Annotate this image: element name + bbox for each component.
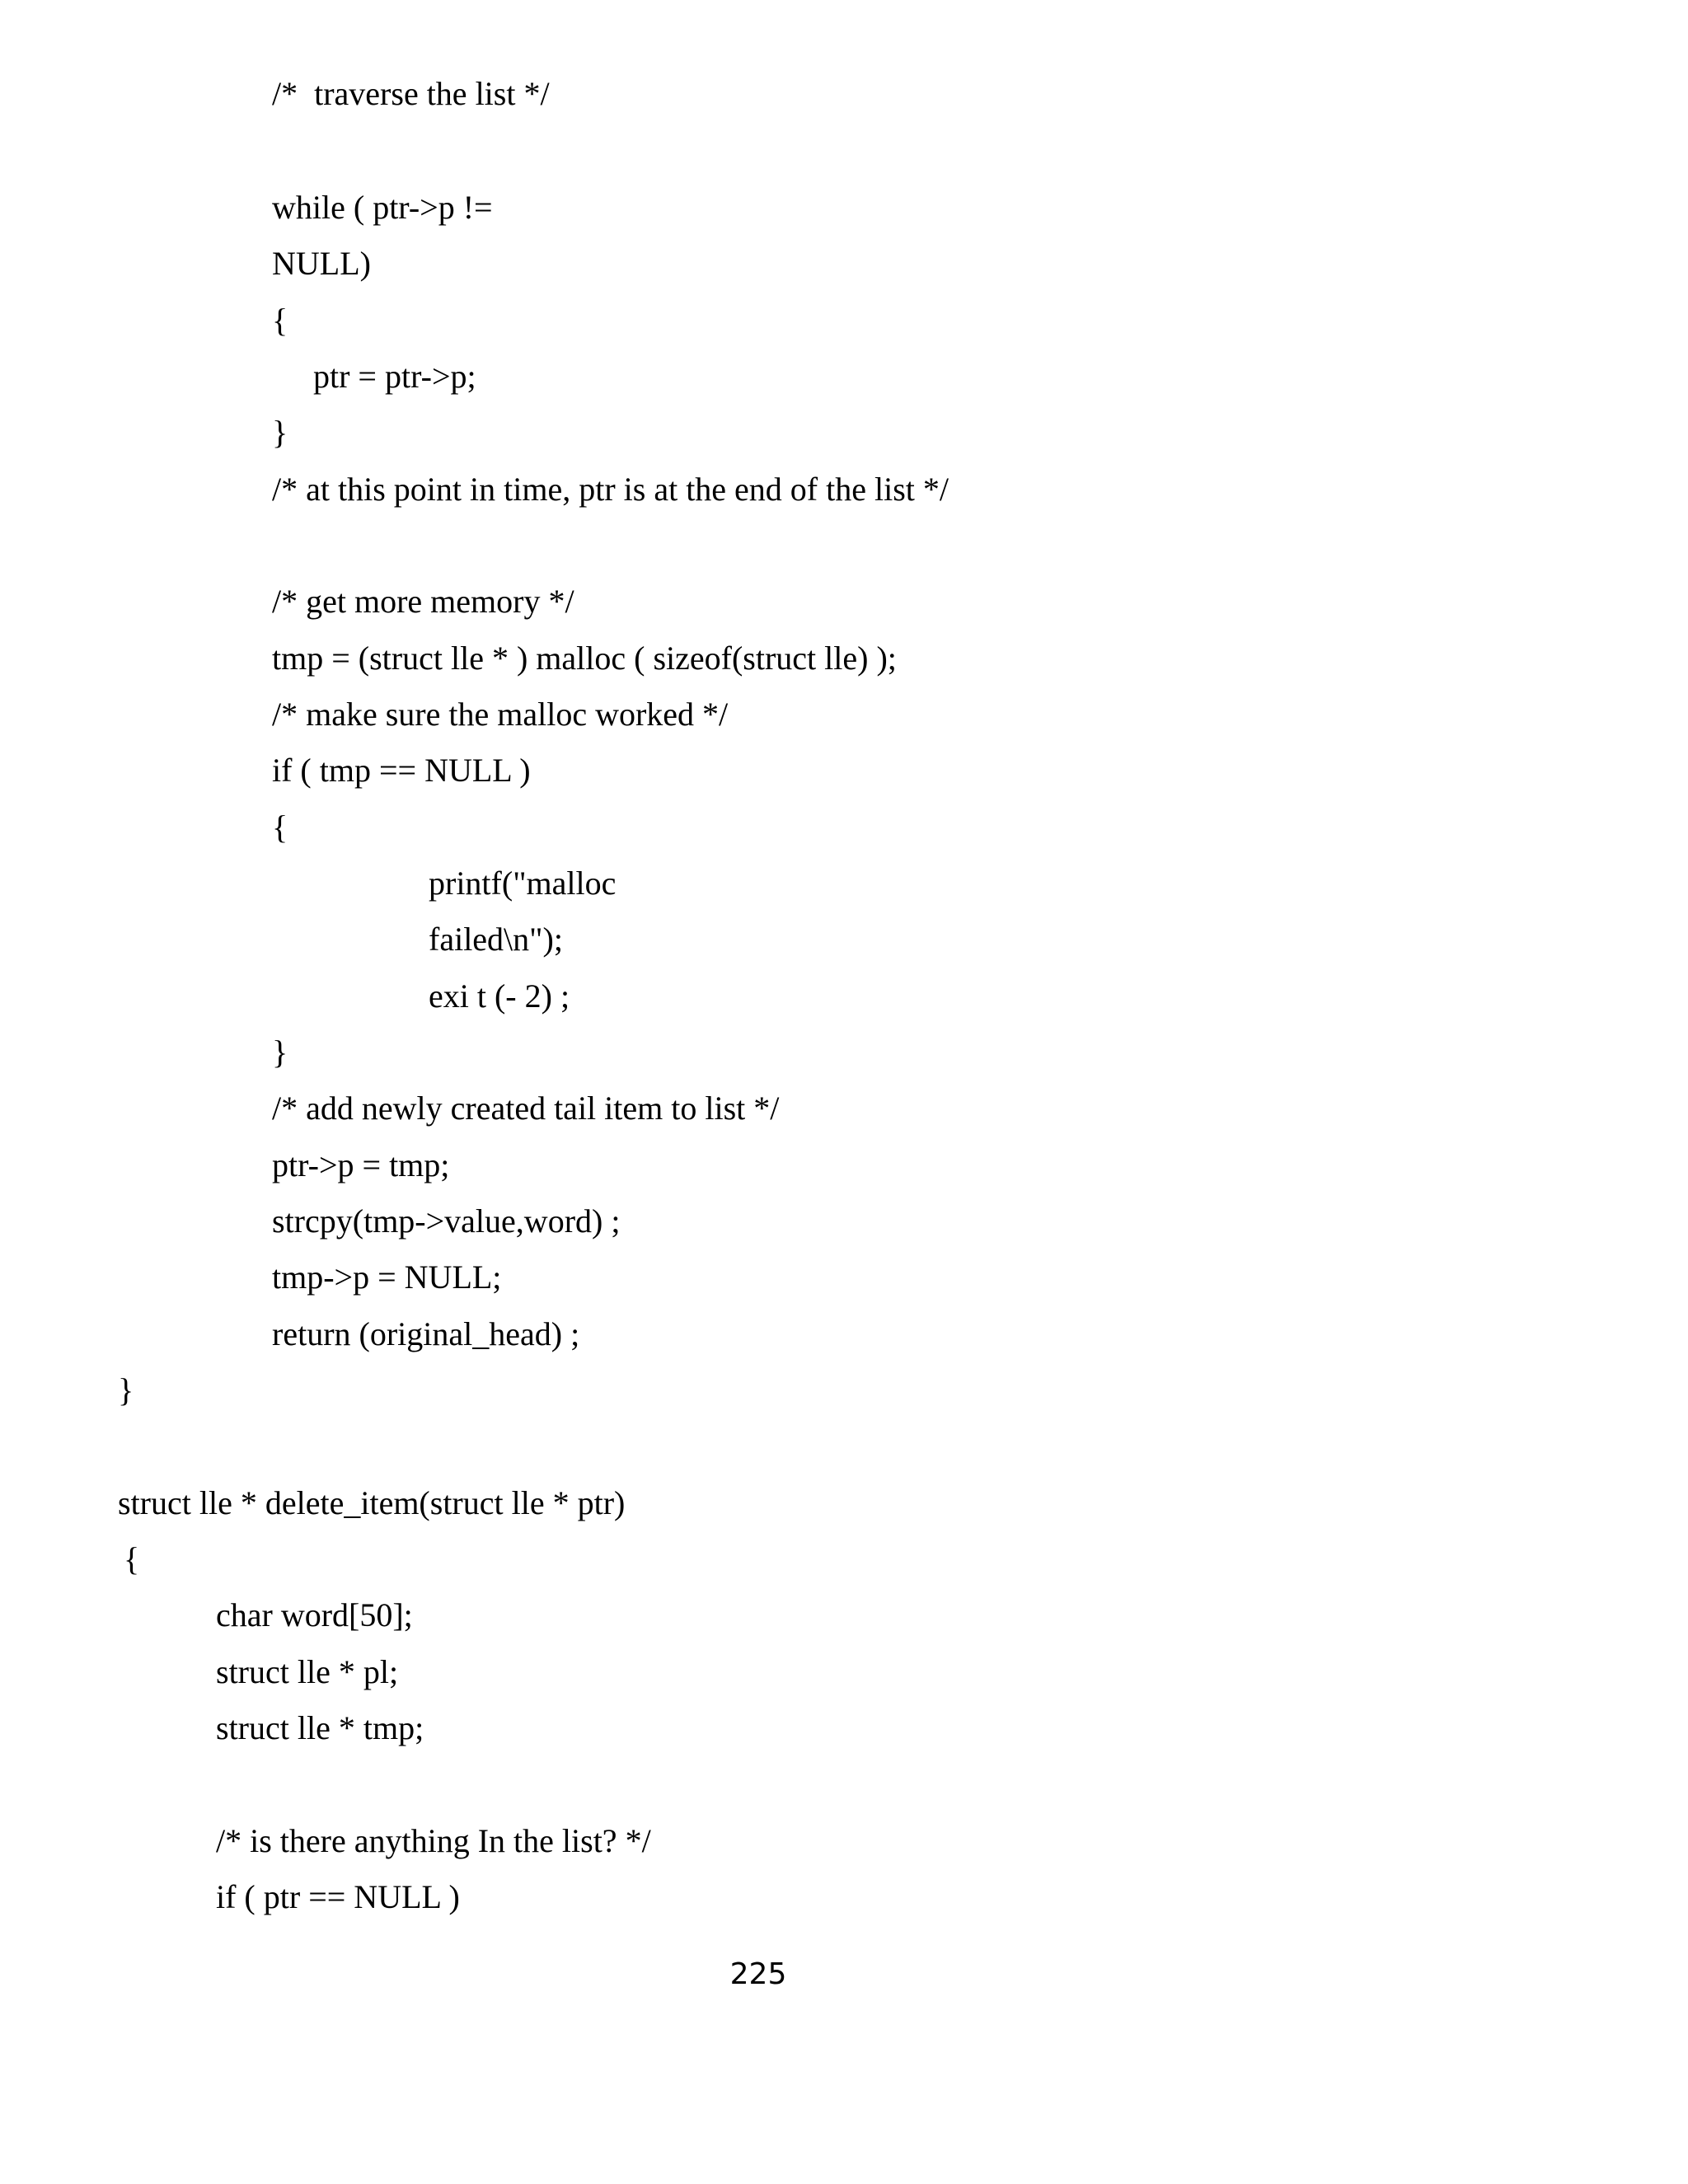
code-line: /* at this point in time, ptr is at the end of the list */	[272, 471, 950, 508]
code-line: ptr->p = tmp;	[272, 1146, 450, 1183]
page-number: 225	[729, 1957, 787, 1991]
code-line: failed\n");	[429, 921, 563, 958]
code-line: }	[118, 1371, 134, 1408]
code-line: struct lle * pl;	[216, 1653, 399, 1690]
code-line: {	[124, 1540, 140, 1577]
code-line: /* make sure the malloc worked */	[272, 696, 729, 733]
code-line: if ( ptr == NULL )	[216, 1878, 460, 1915]
code-line: /* traverse the list */	[272, 75, 550, 112]
code-line: struct lle * delete_item(struct lle * ptr)	[118, 1484, 626, 1521]
code-line: {	[272, 302, 288, 339]
code-line: }	[272, 1033, 288, 1071]
code-line: char word[50];	[216, 1596, 413, 1633]
code-line: exi t (- 2) ;	[429, 977, 570, 1015]
code-line: /* get more memory */	[272, 583, 574, 620]
code-line: ptr = ptr->p;	[313, 358, 476, 395]
code-line: tmp->p = NULL;	[272, 1258, 502, 1296]
code-line: }	[272, 414, 288, 451]
code-line: return (original_head) ;	[272, 1315, 580, 1352]
code-line: struct lle * tmp;	[216, 1709, 424, 1746]
code-line: tmp = (struct lle * ) malloc ( sizeof(struct lle) );	[272, 640, 897, 677]
code-line: /* add newly created tail item to list */	[272, 1090, 780, 1127]
code-line: if ( tmp == NULL )	[272, 752, 531, 789]
code-line: {	[272, 808, 288, 846]
code-line: printf("malloc	[429, 865, 617, 902]
code-line: NULL)	[272, 245, 371, 282]
code-line: strcpy(tmp->value,word) ;	[272, 1202, 621, 1240]
code-line: while ( ptr->p !=	[272, 189, 493, 226]
code-line: /* is there anything In the list? */	[216, 1822, 651, 1859]
